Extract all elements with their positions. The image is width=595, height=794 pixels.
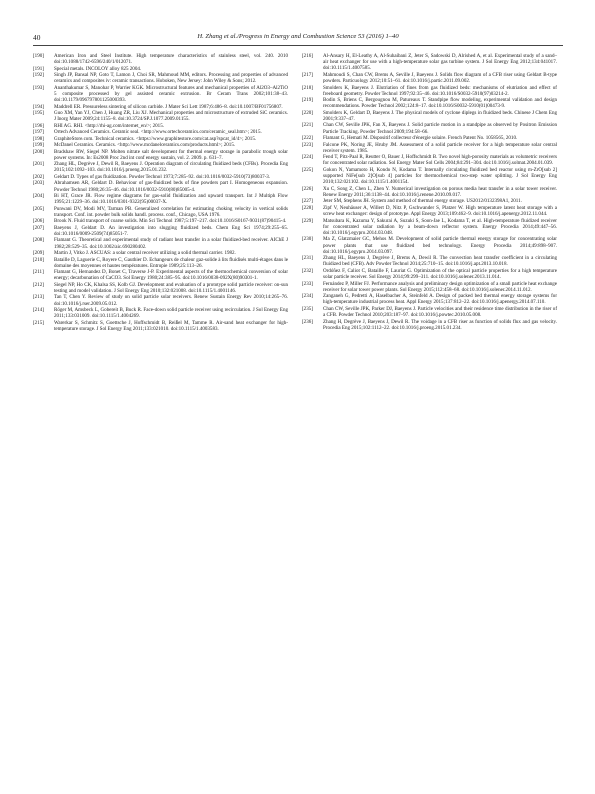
reference-text: Zhang HL, Degrève J, Dewil R, Baeyens J. Operation diagram of circulating fluidized beds (CFBs). Procedia Eng 2015;102:1092–103. doi:10.1016/j.proeng.2015.01.232. [54,161,288,174]
reference-text: Warerkar S, Schmitz S, Goettsche J, Hoffschmidt B, Reißel M, Tamme R. Air-sand heat exchanger for high-temperature storage. J Sol Energy Eng 2011;133:021010. doi:10.1115/1.4003583. [54,319,288,332]
reference-text: Ananthakumar S, Manohar P, Warrier KGK. Microstructural features and mechanical properties of Al2O3–Al2TiO 5 composite processed by gel assisted ceramic extrusion. Br Ceram Trans 2002;101:38–43. doi:10.1179/096797801125000393. [54,84,288,104]
reference-entry [33,149,288,161]
reference-text: Zanganeh G, Pedretti A, Haselbacher A, Steinfeld A. Design of packed bed thermal energy storage systems for high-temperature industrial process heat. Appl Energy 2015;137:812–22. doi:10.1016/j.apenergy.2014.07.110. [323,293,557,306]
reference-entry [33,237,288,249]
reference-entry [302,218,557,237]
reference-entry [302,154,557,166]
reference-text: Siegel NP, Ho CK, Khalsa SS, Kolb GJ. Development and evaluation of a prototype solid particle receiver: on-sun testing and model validation. J Sol Energy Eng 2010;132:021008. doi:10.1115/1.4001146. [54,281,288,295]
reference-number: [199] [33,142,44,149]
reference-number: [204] [33,192,44,199]
reference-number: [233] [302,280,313,287]
reference-entry [33,123,288,129]
reference-number: [205] [33,205,44,212]
reference-entry [33,294,288,306]
reference-number: [209] [33,250,44,257]
reference-text: Smolders K, Baeyens J. Elutriation of fines from gas fluidized beds: mechanisms of elutriation and effect of freeboard geometry. Powder Technol 1997;92:35–46. doi:10.1016/S0032-5910(97)03214-2. [323,84,557,97]
reference-entry [33,218,288,224]
reference-text: Gokon N, Yamamoto H, Kondo N, Kodama T. Internally circulating fluidized bed reactor using m-ZrO[sub 2] supported NiFe[sub 2]O[sub 4] particles for thermochemical two-step water splitting. J Sol Energy Eng 2010;132:021102. doi:10.1115/1.4001154. [323,166,557,186]
reference-entry [33,85,288,104]
references-right-column [302,53,557,331]
reference-text: Bi HT, Grace JR. Flow regime diagrams for gas-solid fluidization and upward transport. Int J Multiph Flow 1995;21:1229–36. doi:10.1016/0301-9322(95)00037-X. [54,192,288,206]
reference-number: [196] [33,122,44,129]
reference-text: Abrahamsen AR, Geldart D. Behaviour of gas-fluidized beds of fine powders part I. Homogeneous expansion. Powder Technol 1980;26:35–46. doi:10.1016/0032-5910(80)85005-4. [54,180,288,193]
reference-entry [33,307,288,319]
reference-text: Maddrell ER. Pressureless sintering of silicon carbide. J Mater Sci Lett 1987;6:486–8. doi:10.1007/BF01756807. [54,103,283,110]
reference-text: GraphiteStore.com. Technical ceramics. <https://www.graphitestore.com/cat.asp?spcat_id/4>; 2015. [54,135,257,142]
reference-entry [302,186,557,198]
reference-text: Baeyens J, Geldart D. An investigation into slugging fluidized beds. Chem Eng Sci 1974;29:255–65. doi:10.1016/0009-2509(74)85051-7. [54,224,288,237]
reference-text: Mahmoudi S, Chan CW, Brems A, Seville J, Baeyens J. Solids flow diagram of a CFB riser using Geldart B-type powders. Particuology 2012;10:51–61. doi:10.1016/j.partic.2011.09.002. [323,71,557,85]
reference-number: [214] [33,307,44,314]
page-header [33,33,563,45]
reference-entry [33,269,288,281]
reference-text: Special metals. INCOLOY alloy 825 2004. [54,65,142,72]
reference-text: Al-Ansary H, El-Leathy A, Al-Suhaibani Z, Jeter S, Sadowski D, Alrished A, et al. Experimental study of a sand–air heat exchanger for use with a high-temperature solar gas turbine system. J Sol Energy Eng 2012;134:041017. doi:10.1115/1.4007585. [323,53,557,72]
reference-entry [302,306,557,318]
reference-text: Bradshaw RW, Siegel NP. Molten nitrate salt development for thermal energy storage in parabolic trough solar power systems. In: Es2008 Proc 2nd int conf energy sustain, vol. 2. 2009. p. 631–7. [54,148,288,161]
reference-number: [223] [302,141,313,148]
reference-number: [200] [33,148,44,155]
reference-number: [220] [302,109,313,116]
reference-text: McDanel Ceramics. Ceramics. <http://www.mcdanelceramics.com/products.html>; 2015. [54,142,236,149]
reference-number: [212] [33,281,44,288]
reference-number: [208] [33,237,44,244]
reference-entry [33,161,288,173]
reference-entry [302,319,557,331]
reference-number: [206] [33,218,44,225]
reference-entry [33,136,288,142]
reference-number: [228] [302,204,313,211]
reference-text: Zhang H, Degrève J, Baeyens J, Dewil R. The voidage in a CFB riser as function of solids flux and gas velocity. Procedia Eng 2015;102:1112–22. doi:10.1016/j.proeng.2015.01.234. [323,318,557,331]
reference-number: [234] [302,293,313,300]
reference-number: [194] [33,103,44,110]
reference-number: [229] [302,217,313,224]
reference-text: Tan T, Chen Y. Review of study on solid particle solar receivers. Renew Sustain Energy Rev 2010;14:265–76. doi:10.1016/j.rser.2009.05.012. [54,294,288,307]
reference-number: [201] [33,161,44,168]
reference-number: [207] [33,224,44,231]
reference-entry [302,205,557,217]
reference-text: Chan CW, Seville JPK, Parker DJ, Baeyens J. Particle velocities and their residence time distribution in the riser of a CFB. Powder Technol 2010;203:187–97. doi:10.1016/j.powtec.2010.05.008. [323,305,557,319]
reference-text: Zipf V, Neuhäuser A, Willert D, Nitz P, Gschwander S, Platzer W. High temperature latent heat storage with a screw heat exchanger: design of prototype. Appl Energy 2013;109:462–9. doi:10.1016/j.apenergy.2012.11.044. [323,204,557,218]
reference-number: [203] [33,180,44,187]
reference-entry [302,72,557,84]
reference-number: [217] [302,71,313,78]
reference-number: [224] [302,154,313,161]
reference-text: Ordóñez F, Caliot C, Bataille F, Lauriat G. Optimization of the optical particle properties for a high temperature solar particle receiver. Sol Energy 2014;99:299–311. doi:10.1016/j.solener.2013.11.014. [323,267,557,281]
reference-number: [227] [302,198,313,205]
reference-entry [33,257,288,269]
reference-text: Flamant G, Hemati M. Dispositif collecteur d'énergie solaire. French Patent No. 1058565, 2010. [323,135,518,142]
reference-number: [202] [33,173,44,180]
reference-entry [302,236,557,255]
reference-text: Bodin S, Briens C, Bergougnou M, Patureaux T. Standpipe flow modeling, experimental validation and design recommendations. Powder Technol 2002;124:8–17. doi:10.1016/S0032-5910(01)00473-9. [323,97,557,110]
reference-text: Falcone PK, Noring JE, Hruby JM. Assessment of a solid particle receiver for a high temperature solar central receiver system. 1985. [323,141,557,154]
reference-text: Smolders K, Geldart D, Baeyens J. The physical models of cyclone diplegs in fluidized beds. Chinese J Chem Eng 2001;9:337–47. [323,109,557,123]
reference-entry [33,53,288,65]
reference-entry [33,225,288,237]
reference-entry [302,255,557,267]
reference-number: [235] [302,305,313,312]
reference-number: [236] [302,318,313,325]
reference-entry [33,104,288,110]
reference-text: Zhang HL, Baeyens J, Degrève J, Brems A, Dewil R. The convection heat transfer coefficient in a circulating fluidized bed (CFB). Adv Powder Technol 2014;25:710–15. doi:10.1016/j.apt.2013.10.018. [323,255,557,268]
reference-text: Guo XM, Yan YJ, Chen J, Huang ZR, Liu XJ. Mechanical properties and microstructure of extruded SiC ceramics. J Inorg Mater 2009;24:1155–8. doi:10.3724/SP.J.1077.2009.01155. [54,110,288,123]
reference-number: [231] [302,255,313,262]
reference-entry [33,206,288,218]
page-number: 40 [33,33,41,42]
reference-text: Ma Z, Glatzmaier GC, Mehos M. Development of solid particle thermal energy storage for concentrating solar power plants that use fluidized bed technology. Energy Procedia 2014;49:898–907. doi:10.1016/j.egypro.2014.03.097. [323,236,557,255]
reference-text: Röger M, Amsbeck L, Gobereit B, Buck R. Face-down solid particle receiver using recirculation. J Sol Energy Eng 2011;133:031009. doi:10.1115/1.4004269. [54,307,288,320]
reference-number: [225] [302,166,313,173]
reference-number: [193] [33,84,44,91]
reference-entry [302,167,557,186]
reference-text: Punwani DV, Modi MV, Tarman PB. Generalized correlation for estimating choking velocity in vertical solids transport. Conf. int. powder bulk solids handl. process. conf., Chicago, USA 1976. [54,205,288,218]
reference-entry [302,198,557,204]
reference-entry [302,122,557,134]
reference-entry [33,142,288,148]
reference-number: [191] [33,65,44,72]
reference-entry [302,268,557,280]
reference-number: [230] [302,236,313,243]
reference-number: [195] [33,110,44,117]
reference-number: [197] [33,129,44,136]
reference-entry [302,142,557,154]
reference-text: Bataille D, Laguerie C, Royere C, Gauthier D. Echangeurs de chaleur gaz-solide à lits fluidisés multi-étages dans le domaine des moyennes et hautes températures. Entropie 1989;25:113–26. [54,256,288,269]
reference-text: Flamant G. Theoretical and experimental study of radiant heat transfer in a solar fluidized-bed receiver. AIChE J 1982;28:529–35. doi:10.1002/aic.690280402. [54,237,288,250]
reference-text: Xu C, Song Z, Chen L, Zhen Y. Numerical investigation on porous media heat transfer in a solar tower receiver. Renew Energy 2011;36:1138–44. doi:10.1016/j.renene.2010.09.017. [323,185,557,198]
reference-text: Martin J, Vitko J. ASCUAS: a solar central receiver utilizing a solid thermal carrier. 1982. [54,250,236,257]
reference-number: [190] [33,53,44,59]
reference-entry [302,97,557,109]
reference-entry [302,53,557,72]
reference-number: [210] [33,256,44,263]
header-rule [33,45,563,46]
reference-text: American Iron and Steel Institute. High temperature characteristics of stainless steel, vol. 240. 2010 doi:10.1088/1742-6596/240/1/012071. [54,53,288,66]
reference-number: [213] [33,294,44,301]
references-left-column [33,53,288,332]
reference-entry [302,281,557,293]
running-title: H. Zhang et al./Progress in Energy and Combustion Science 53 (2016) 1–40 [197,33,399,40]
reference-number: [219] [302,97,313,104]
reference-text: Brook N. Fluid transport of coarse solids. Min Sci Technol 1987;5:197–217. doi:10.1016/S0167-9031(87)90415-4. [54,218,287,225]
reference-number: [226] [302,185,313,192]
reference-entry [302,110,557,122]
reference-text: Geldart D. Types of gas fluidization. Powder Technol 1973;7:285–92. doi:10.1016/0032-5910(73)80037-3. [54,173,271,180]
reference-entry [33,72,288,84]
reference-entry [33,66,288,72]
reference-entry [33,180,288,192]
reference-entry [302,85,557,97]
reference-number: [232] [302,267,313,274]
reference-text: Singh JP, Bansal NP, Goto T, Lamon J, Choi SR, Mahmoud MM, editors. Processing and properties of advanced ceramics and composites iv: ceramic transactions. Hoboken, New Jersey: John Wiley & Sons; 2012. [54,72,288,85]
reference-entry [33,129,288,135]
reference-number: [222] [302,135,313,142]
reference-entry [33,320,288,332]
reference-number: [216] [302,53,313,59]
reference-number: [211] [33,269,44,276]
reference-text: Chan CW, Seville JPK, Fan X, Baeyens J. Solid particle motion in a standpipe as observed by Positron Emission Particle Tracking. Powder Technol 2009;194:58–66. [323,122,557,135]
reference-text: Jeter SM, Stephens JH. System and method of thermal energy storage. US2012/0132398A1, 2011. [323,198,522,205]
reference-text: Fernández P, Miller FJ. Performance analysis and preliminary design optimization of a small particle heat exchange receiver for solar tower power plants. Sol Energy 2015;112:458–68. doi:10.1016/j.solener.2014.11.012. [323,280,557,293]
reference-text: Flamant G, Hernandez D, Bonet C, Traverse J-P. Experimental aspects of the thermochemical conversion of solar energy; decarbonation of CaCO3. Sol Energy 1980;24:385–95. doi:10.1016/0038-092X(80)90301-1. [54,269,288,282]
reference-text: RHI AG. RHI. <http://rhi-ag.com/internet_en/>; 2015. [54,122,164,129]
reference-entry [302,135,557,141]
reference-entry [33,193,288,205]
reference-text: Ortech Advanced Ceramics. Ceramic seal. <http://www.ortechceramics.com/ceramic_seal.htm>; 2015. [54,129,262,136]
reference-number: [221] [302,122,313,129]
reference-entry [302,293,557,305]
reference-text: Matsubara K, Kazuma Y, Sakurai A, Suzuki S, Soon-Jae L, Kodama T, et al. High-temperature fluidized receiver for concentrated solar radiation by a beam-down reflector system. Energy Procedia 2014;49:447–56. doi:10.1016/j.egypro.2014.03.048. [323,217,557,236]
reference-number: [218] [302,84,313,91]
reference-entry [33,282,288,294]
reference-number: [192] [33,72,44,79]
reference-number: [215] [33,319,44,326]
reference-entry [33,250,288,256]
reference-entry [33,110,288,122]
reference-text: Fend T, Pitz-Paal R, Reutter O, Bauer J, Hoffschmidt B. Two novel high-porosity materials as volumetric receivers for concentrated solar radiation. Sol Energy Mater Sol Cells 2004;84:291–304. doi:10.1016/j.solmat.2004.01.039. [323,154,557,167]
reference-number: [198] [33,135,44,142]
